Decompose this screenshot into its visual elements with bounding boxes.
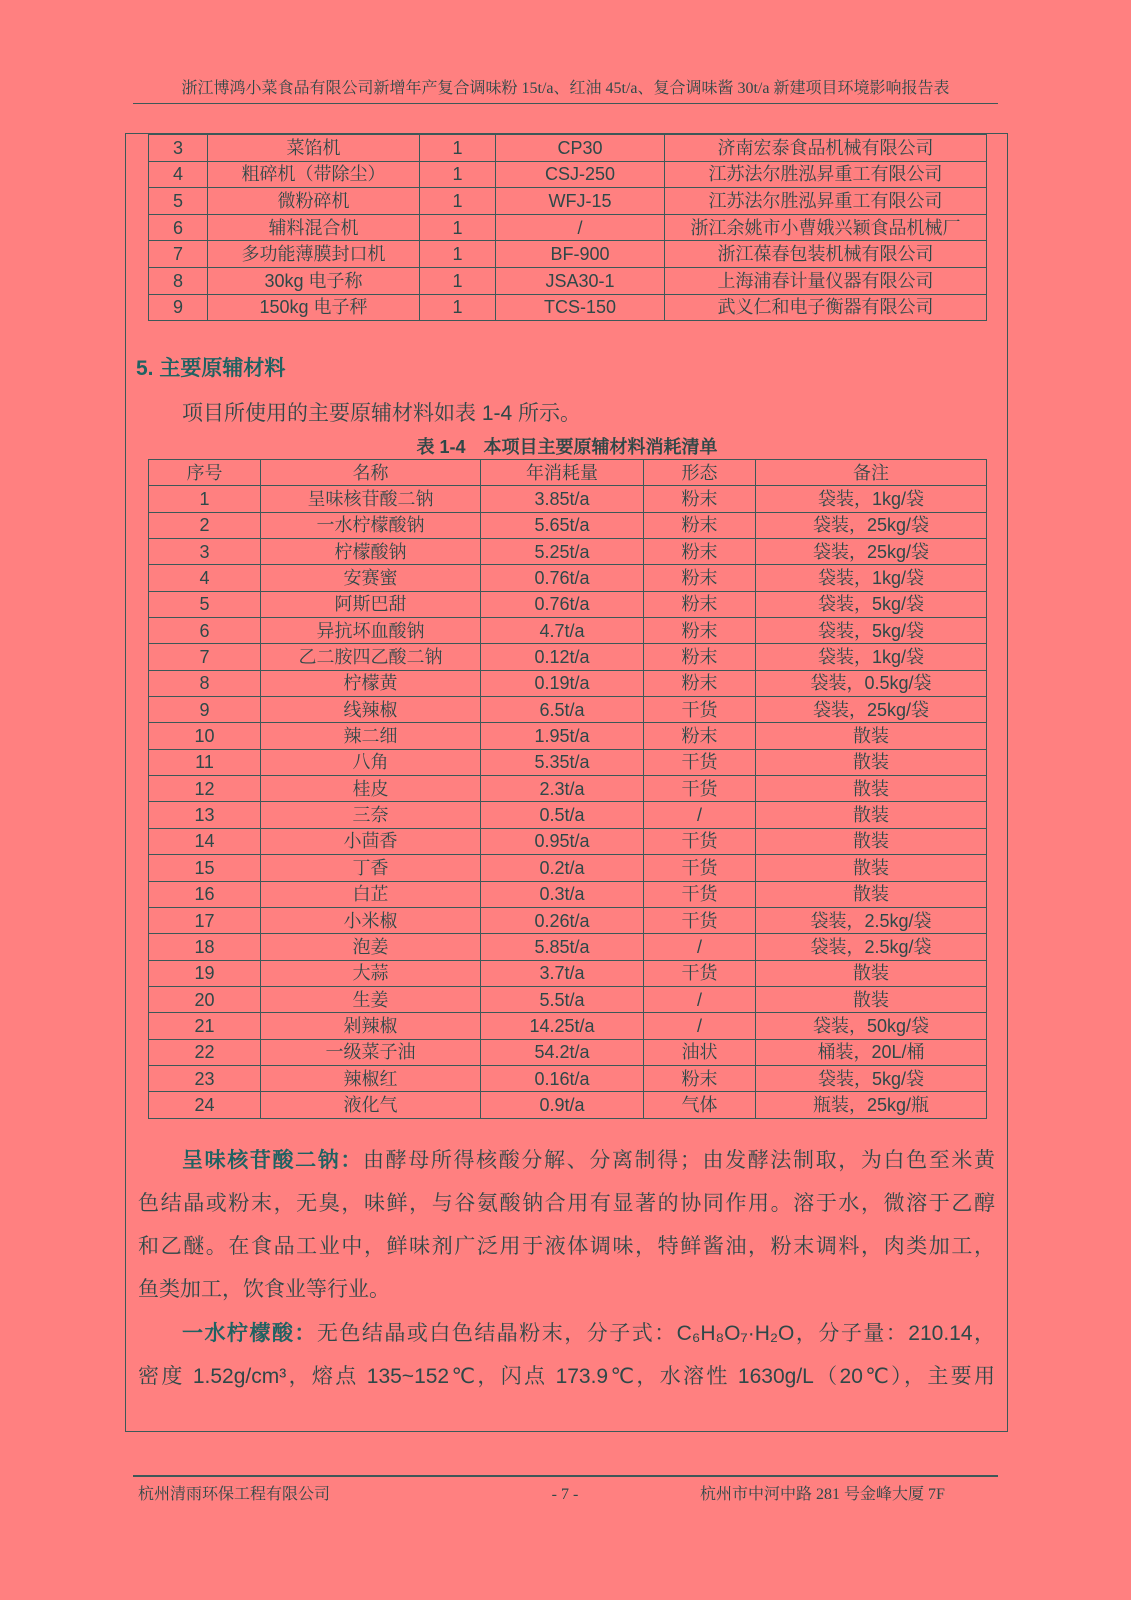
equipment-row-name-cell: 辅料混合机 [208,214,420,241]
material-row-name-cell: 安赛蜜 [261,565,481,591]
equipment-row-model-cell: CP30 [496,135,665,162]
equipment-row-no-cell: 5 [149,188,208,215]
material-row-amount-cell: 1.95t/a [481,723,644,749]
equipment-row-no-cell: 3 [149,135,208,162]
material-row-form-cell: 干货 [644,828,756,854]
material-row-form-cell: / [644,934,756,960]
material-row-name-cell: 柠檬黄 [261,670,481,696]
equipment-table [148,134,987,321]
material-row-form-cell: 干货 [644,855,756,881]
equipment-row-qty-cell: 1 [420,135,496,162]
material-row-no-cell: 8 [149,670,261,696]
material-row-name-cell: 生姜 [261,986,481,1012]
header-cell-amount: 年消耗量 [481,460,644,486]
equipment-row-model-cell: / [496,214,665,241]
material-row [149,1092,987,1118]
equipment-row [149,267,987,294]
material-row-form-cell: / [644,1013,756,1039]
material-row-no-cell: 2 [149,512,261,538]
material-row-note-cell: 散装 [756,855,987,881]
header-divider [133,103,998,104]
material-row-no-cell: 7 [149,644,261,670]
material-row-form-cell: 粉末 [644,1065,756,1091]
term-label: 呈味核苷酸二钠： [182,1149,364,1172]
equipment-row-no-cell: 6 [149,214,208,241]
equipment-row-name-cell: 150kg 电子秤 [208,294,420,321]
paragraph-nucleotide [138,1139,995,1311]
equipment-row-qty-cell: 1 [420,214,496,241]
materials-table-header [149,460,987,486]
material-row-no-cell: 18 [149,934,261,960]
material-row-no-cell: 1 [149,486,261,512]
equipment-row [149,241,987,268]
equipment-row [149,214,987,241]
header-cell-form: 形态 [644,460,756,486]
material-row-name-cell: 一水柠檬酸钠 [261,512,481,538]
material-row-note-cell: 袋装，1kg/袋 [756,486,987,512]
material-row-name-cell: 大蒜 [261,960,481,986]
material-row [149,934,987,960]
header-cell-name: 名称 [261,460,481,486]
table-header-row [149,460,987,486]
section-heading: 5. 主要原辅材料 [136,357,286,380]
material-row-amount-cell: 0.5t/a [481,802,644,828]
material-row-form-cell: 油状 [644,1039,756,1065]
equipment-row-qty-cell: 1 [420,241,496,268]
material-row-amount-cell: 2.3t/a [481,776,644,802]
equipment-row-maker-cell: 济南宏泰食品机械有限公司 [665,135,987,162]
material-row-note-cell: 散装 [756,828,987,854]
materials-table-body [149,486,987,1118]
material-row-no-cell: 3 [149,539,261,565]
material-row-no-cell: 17 [149,907,261,933]
materials-table [148,459,987,1119]
material-row-amount-cell: 4.7t/a [481,618,644,644]
footer-divider [133,1475,998,1477]
material-row-amount-cell: 0.16t/a [481,1065,644,1091]
material-row [149,907,987,933]
material-row-name-cell: 柠檬酸钠 [261,539,481,565]
material-row-form-cell: 粉末 [644,486,756,512]
material-row-form-cell: 粉末 [644,591,756,617]
material-row-form-cell: 干货 [644,881,756,907]
material-row-amount-cell: 0.19t/a [481,670,644,696]
equipment-row-no-cell: 8 [149,267,208,294]
equipment-row-maker-cell: 浙江葆春包装机械有限公司 [665,241,987,268]
material-row-note-cell: 散装 [756,749,987,775]
material-row [149,565,987,591]
material-row [149,855,987,881]
table-caption: 表 1-4 本项目主要原辅材料消耗清单 [416,437,718,457]
material-row-no-cell: 9 [149,697,261,723]
header-cell-note: 备注 [756,460,987,486]
material-row-name-cell: 辣椒红 [261,1065,481,1091]
material-row-note-cell: 袋装，1kg/袋 [756,565,987,591]
material-row-no-cell: 22 [149,1039,261,1065]
material-row [149,539,987,565]
material-row-name-cell: 辣二细 [261,723,481,749]
material-row-no-cell: 20 [149,986,261,1012]
material-row-note-cell: 袋装，50kg/袋 [756,1013,987,1039]
material-row-note-cell: 袋装，2.5kg/袋 [756,907,987,933]
term-label: 一水柠檬酸： [182,1322,317,1345]
material-row-note-cell: 散装 [756,960,987,986]
material-row-amount-cell: 0.76t/a [481,591,644,617]
material-row-amount-cell: 0.95t/a [481,828,644,854]
material-row-amount-cell: 5.5t/a [481,986,644,1012]
material-row-note-cell: 袋装，2.5kg/袋 [756,934,987,960]
material-row-note-cell: 散装 [756,776,987,802]
equipment-row [149,294,987,321]
material-row-note-cell: 散装 [756,881,987,907]
material-row-name-cell: 小茴香 [261,828,481,854]
equipment-row-name-cell: 多功能薄膜封口机 [208,241,420,268]
material-row [149,512,987,538]
material-row-name-cell: 呈味核苷酸二钠 [261,486,481,512]
material-row [149,591,987,617]
material-row-no-cell: 5 [149,591,261,617]
material-row [149,618,987,644]
equipment-row-maker-cell: 江苏法尔胜泓昇重工有限公司 [665,161,987,188]
material-row-note-cell: 桶装，20L/桶 [756,1039,987,1065]
equipment-row-maker-cell: 浙江余姚市小曹娥兴颖食品机械厂 [665,214,987,241]
equipment-row-model-cell: WFJ-15 [496,188,665,215]
material-row-name-cell: 异抗坏血酸钠 [261,618,481,644]
material-row-name-cell: 泡姜 [261,934,481,960]
material-row-amount-cell: 0.12t/a [481,644,644,670]
material-row-name-cell: 三奈 [261,802,481,828]
equipment-row-name-cell: 粗碎机（带除尘） [208,161,420,188]
material-row-form-cell: 粉末 [644,723,756,749]
material-row-note-cell: 袋装，5kg/袋 [756,618,987,644]
equipment-row-model-cell: BF-900 [496,241,665,268]
paragraph-line: 鱼类加工，饮食业等行业。 [138,1278,390,1301]
material-row-no-cell: 21 [149,1013,261,1039]
material-row-no-cell: 13 [149,802,261,828]
equipment-row [149,188,987,215]
material-row [149,644,987,670]
material-row-amount-cell: 3.7t/a [481,960,644,986]
equipment-row-name-cell: 菜馅机 [208,135,420,162]
material-row-name-cell: 一级菜子油 [261,1039,481,1065]
material-row-form-cell: 气体 [644,1092,756,1118]
material-row-amount-cell: 0.2t/a [481,855,644,881]
material-row [149,828,987,854]
equipment-row-qty-cell: 1 [420,188,496,215]
material-row-amount-cell: 54.2t/a [481,1039,644,1065]
material-row [149,986,987,1012]
material-row-note-cell: 瓶装，25kg/瓶 [756,1092,987,1118]
paragraph-line [138,1139,995,1182]
material-row-no-cell: 15 [149,855,261,881]
material-row-amount-cell: 5.65t/a [481,512,644,538]
material-row-no-cell: 19 [149,960,261,986]
material-row [149,749,987,775]
material-row [149,1039,987,1065]
material-row-note-cell: 袋装，25kg/袋 [756,539,987,565]
material-row-amount-cell: 5.25t/a [481,539,644,565]
material-row-name-cell: 桂皮 [261,776,481,802]
equipment-row-model-cell: TCS-150 [496,294,665,321]
paragraph-line: 和乙醚。在食品工业中，鲜味剂广泛用于液体调味，特鲜酱油，粉末调料，肉类加工， [138,1235,995,1258]
footer-address: 杭州市中河中路 281 号金峰大厦 7F [700,1486,945,1503]
material-row-form-cell: 粉末 [644,539,756,565]
material-row-name-cell: 白芷 [261,881,481,907]
material-row-no-cell: 6 [149,618,261,644]
paragraph-line [138,1312,995,1355]
equipment-row-no-cell: 7 [149,241,208,268]
equipment-row [149,161,987,188]
material-row-name-cell: 丁香 [261,855,481,881]
material-row-form-cell: 干货 [644,960,756,986]
material-row-form-cell: 粉末 [644,618,756,644]
material-row-note-cell: 散装 [756,723,987,749]
material-row-form-cell: 干货 [644,697,756,723]
material-row-name-cell: 阿斯巴甜 [261,591,481,617]
material-row-form-cell: 粉末 [644,670,756,696]
material-row-amount-cell: 0.76t/a [481,565,644,591]
material-row-name-cell: 乙二胺四乙酸二钠 [261,644,481,670]
equipment-row-qty-cell: 1 [420,267,496,294]
material-row-form-cell: 粉末 [644,565,756,591]
paragraph-line: 密度 1.52g/cm³，熔点 135~152℃，闪点 173.9℃，水溶性 1630g/L（20℃），主要用 [138,1365,995,1388]
equipment-row-no-cell: 4 [149,161,208,188]
material-row-no-cell: 12 [149,776,261,802]
equipment-row-maker-cell: 江苏法尔胜泓昇重工有限公司 [665,188,987,215]
material-row-note-cell: 散装 [756,802,987,828]
material-row-note-cell: 袋装，25kg/袋 [756,512,987,538]
material-row-form-cell: 干货 [644,907,756,933]
equipment-table-body [149,135,987,321]
material-row-no-cell: 23 [149,1065,261,1091]
material-row-form-cell: 粉末 [644,644,756,670]
material-row-no-cell: 4 [149,565,261,591]
running-header-title: 浙江博鸿小菜食品有限公司新增年产复合调味粉 15t/a、红油 45t/a、复合调味酱 30t/a 新建项目环境影响报告表 [181,80,950,97]
equipment-row-qty-cell: 1 [420,161,496,188]
material-row-note-cell: 袋装，5kg/袋 [756,591,987,617]
material-row-name-cell: 小米椒 [261,907,481,933]
material-row-amount-cell: 0.9t/a [481,1092,644,1118]
material-row-form-cell: 干货 [644,776,756,802]
material-row-note-cell: 散装 [756,986,987,1012]
paragraph-citric-acid [138,1312,995,1398]
material-row-no-cell: 11 [149,749,261,775]
material-row-note-cell: 袋装，5kg/袋 [756,1065,987,1091]
material-row-name-cell: 液化气 [261,1092,481,1118]
material-row-form-cell: 干货 [644,749,756,775]
equipment-row-model-cell: JSA30-1 [496,267,665,294]
equipment-row-maker-cell: 上海浦春计量仪器有限公司 [665,267,987,294]
material-row [149,1065,987,1091]
paragraph-line-text: 由酵母所得核酸分解、分离制得；由发酵法制取，为白色至米黄 [363,1149,995,1172]
material-row-no-cell: 10 [149,723,261,749]
material-row [149,960,987,986]
material-row-amount-cell: 5.35t/a [481,749,644,775]
material-row-no-cell: 16 [149,881,261,907]
equipment-row-maker-cell: 武义仁和电子衡器有限公司 [665,294,987,321]
material-row [149,1013,987,1039]
material-row-note-cell: 袋装，25kg/袋 [756,697,987,723]
material-row-name-cell: 八角 [261,749,481,775]
material-row [149,723,987,749]
equipment-row [149,135,987,162]
material-row-form-cell: 粉末 [644,512,756,538]
page-number: - 7 - [551,1486,579,1503]
material-row-form-cell: / [644,986,756,1012]
intro-paragraph: 项目所使用的主要原辅材料如表 1-4 所示。 [182,402,582,425]
equipment-row-model-cell: CSJ-250 [496,161,665,188]
material-row [149,776,987,802]
material-row [149,486,987,512]
equipment-row-qty-cell: 1 [420,294,496,321]
material-row [149,802,987,828]
material-row-amount-cell: 0.26t/a [481,907,644,933]
material-row-amount-cell: 14.25t/a [481,1013,644,1039]
footer-company: 杭州清雨环保工程有限公司 [138,1486,331,1503]
material-row-no-cell: 24 [149,1092,261,1118]
equipment-row-no-cell: 9 [149,294,208,321]
material-row-amount-cell: 6.5t/a [481,697,644,723]
material-row-name-cell: 线辣椒 [261,697,481,723]
header-cell-no: 序号 [149,460,261,486]
material-row [149,697,987,723]
material-row-amount-cell: 5.85t/a [481,934,644,960]
material-row-amount-cell: 0.3t/a [481,881,644,907]
material-row-note-cell: 袋装，1kg/袋 [756,644,987,670]
material-row-note-cell: 袋装，0.5kg/袋 [756,670,987,696]
material-row-form-cell: / [644,802,756,828]
material-row-amount-cell: 3.85t/a [481,486,644,512]
material-row-name-cell: 剁辣椒 [261,1013,481,1039]
paragraph-line: 色结晶或粉末，无臭，味鲜，与谷氨酸钠合用有显著的协同作用。溶于水，微溶于乙醇 [138,1192,995,1215]
equipment-row-name-cell: 微粉碎机 [208,188,420,215]
material-row [149,670,987,696]
equipment-row-name-cell: 30kg 电子称 [208,267,420,294]
paragraph-line-text: 无色结晶或白色结晶粉末，分子式：C₆H₈O₇·H₂O，分子量：210.14， [316,1322,995,1345]
material-row [149,881,987,907]
material-row-no-cell: 14 [149,828,261,854]
